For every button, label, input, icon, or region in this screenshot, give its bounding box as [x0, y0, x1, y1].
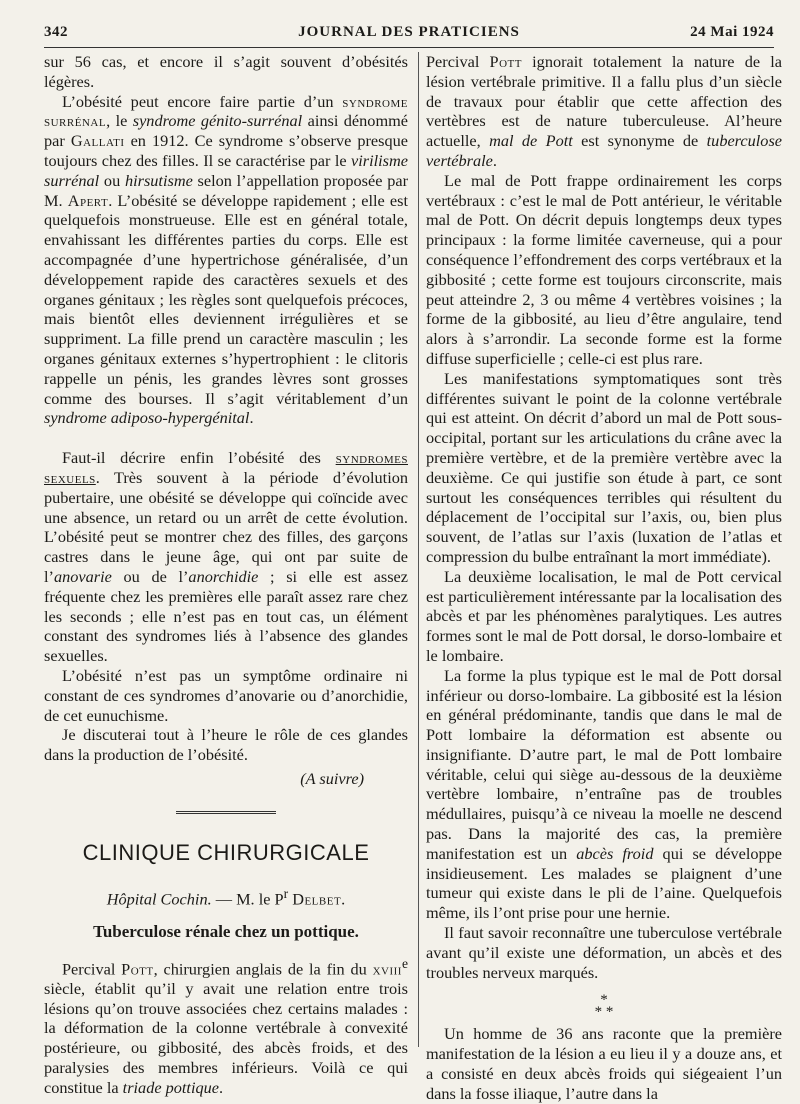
page-number: 342 — [44, 24, 68, 40]
paragraph: Faut-il décrire enfin l’obésité des syndromes sexuels. Très souvent à la période d’évolution pubertaire, une obésité se développe qui coïncide avec une absence, un retard ou un arrêt de cette évolution. L’obésité peut se montrer chez des filles, des garçons castres dans le jeune âge, qui ont par suite de l’anovarie ou de l’anorchidie ; si elle est assez fréquente chez les premières elle paraît assez rare chez les seconds ; elle n’est pas en tout cas, un élément constant des syndromes liés à l’absence des glandes sexuelles. — [44, 448, 408, 666]
paragraph: La deuxième localisation, le mal de Pott cervical est particulièrement intéressante par la localisation des abcès et par les phénomènes paralytiques. Les autres formes sont le mal de Pott dorsal, le dorso-lombaire et le lombaire. — [426, 566, 782, 665]
paragraph: Percival Pott, chirurgien anglais de la fin du xviii$^e$ siècle, établit qu’il y avait une relation entre trois lésions qu’on trouve associées chez certains malades : la déformation de la colonne vertébrale à convexité postérieure, ou gibbosité, des abcès froids, et des paralysies des membres inférieurs. Voilà ce qui constitue la triade pottique. — [44, 955, 408, 1097]
section-rule — [176, 811, 276, 817]
journal-title: JOURNAL DES PRATICIENS — [298, 24, 520, 40]
asterism: * * * — [594, 992, 614, 1021]
paragraph: sur 56 cas, et encore il s’agit souvent d’obésités légères. — [44, 52, 408, 91]
paragraph: La forme la plus typique est le mal de Pott dorsal inférieur ou dorso-lombaire. La gibbosité est la lésion en général prédominante, tandis que dans le mal de Pott lombaire la déformation est absente ou insignifiante. D’autre part, le mal de Pott lombaire véritable, celui qui siège au-dessous de la deuxième vertèbre lombaire, n’entraîne pas de troubles médullaires, puisqu’à ce niveau la moelle ne descend pas. Dans la majorité des cas, la première manifestation est un abcès froid qui se développe insidieusement. Les malades se plaignent d’une tumeur qui existe dans le pli de l’aine. Quelquefois même, ils l’ont prise pour une hernie. — [426, 665, 782, 923]
paragraph: Le mal de Pott frappe ordinairement les corps vertébraux : c’est le mal de Pott antérieur, le véritable mal de Pott. On décrit depuis longtemps deux types principaux : la forme limitée caverneuse, qui a pour conséquence l’effondrement des corps vertébraux et la gibbosité ; cette forme est toujours circonscrite, mais peut atteindre 2, 3 ou même 4 vertèbres voisines ; la forme de la gibbosité, au lieu d’être angulaire, tend alors à s’arrondir. La seconde forme est la forme diffuse superficielle ; celle-ci est plus rare. — [426, 170, 782, 368]
right-column — [426, 52, 782, 1104]
column-divider — [418, 52, 419, 1047]
paragraph: Percival Pott ignorait totalement la nature de la lésion vertébrale primitive. Il a fallu plus d’un siècle de travaux pour établir que cette affection des vertèbres est de nature tuberculeuse. Al’heure actuelle, mal de Pott est synonyme de tuberculose vertébrale. — [426, 52, 783, 170]
hospital-byline: Hôpital Cochin. — M. le $P^r$ Delbet. — [106, 886, 346, 909]
section-title: CLINIQUE CHIRURGICALE — [82, 839, 370, 865]
left-column — [44, 52, 408, 1098]
continuation-note: (A suivre) — [300, 768, 364, 788]
paragraph: L’obésité n’est pas un symptôme ordinaire ni constant de ces syndromes d’anovarie ou d’anorchidie, de cet eunuchisme. — [44, 665, 408, 725]
article-title: Tuberculose rénale chez un pottique. — [93, 921, 359, 941]
paragraph: Je discuterai tout à l’heure le rôle de ces glandes dans la production de l’obésité. — [44, 725, 408, 765]
page-header — [44, 20, 774, 46]
header-rule — [44, 47, 774, 48]
issue-date: 24 Mai 1924 — [690, 24, 774, 40]
paragraph: Il faut savoir reconnaître une tuberculose vertébrale avant qu’il existe une déformation, un abcès et des troubles nerveux marqués. — [426, 923, 782, 982]
paragraph: Les manifestations symptomatiques sont très différentes suivant le point de la colonne vertébrale qui est atteint. On décrit d’abord un mal de Pott sous-occipital, portant sur les articulations du crâne avec la première vertèbre, et de la première vertèbre avec la deuxième. Ce qui justifie son étude à part, ce sont surtout les conséquences terribles qui résultent du déplacement de l’occipital sur l’axis, ou, bien plus souvent, de l’atlas sur l’axis (luxation de l’atlas et compression du bulbe entraînant la mort immédiate). — [426, 368, 782, 566]
paragraph: Un homme de 36 ans raconte que la première manifestation de la lésion a eu lieu il y a douze ans, et a consisté en deux abcès froids qui siégeaient l’un dans la fosse iliaque, l’autre dans la — [426, 1024, 782, 1103]
paragraph: L’obésité peut encore faire partie d’un syndrome surrénal, le syndrome génito-surrénal ainsi dénommé par Gallati en 1912. Ce syndrome s’observe presque toujours chez des filles. Il se caractérise par le virilisme surrénal ou hirsutisme selon l’appellation proposée par M. Apert. L’obésité se développe rapidement ; elle est quelquefois monstrueuse. Elle est en général totale, envahissant les différentes parties du corps. Elle est accompagnée d’une hypertrichose généralisée, d’un développement rapide des caractères sexuels et des organes génitaux ; les règles sont quelquefois précoces, mais bientôt elles deviennent irrégulières et se suppriment. La fille prend un caractère masculin ; les organes génitaux externes s’hypertrophient : le clitoris rappelle un pénis, les grandes lèvres sont grosses comme des bourses. Il s’agit véritablement d’un syndrome adiposo-hypergénital. — [44, 91, 408, 428]
